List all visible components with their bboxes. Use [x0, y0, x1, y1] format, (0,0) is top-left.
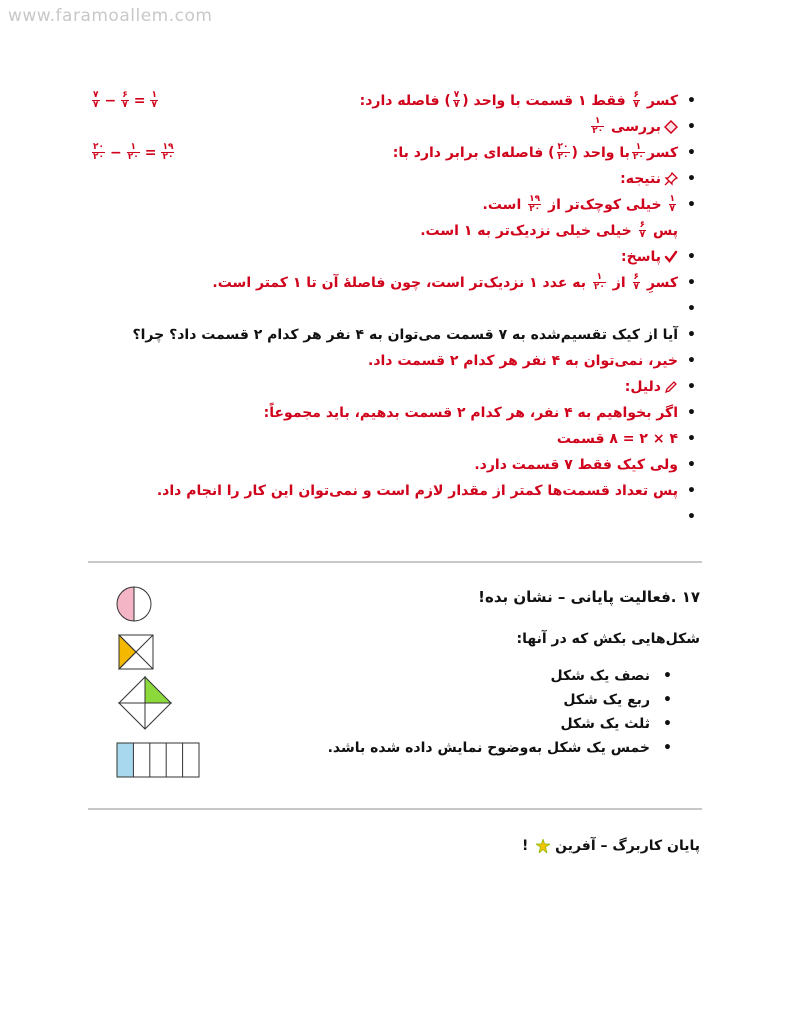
empty-bullet-1	[90, 296, 700, 322]
equation-1: $\frac{۷}{۷}$ − $\frac{۶}{۷}$ = $\frac{۱}{۷}$	[93, 89, 157, 110]
activity-title: ۱۷ .فعالیت پایانی – نشان بده!	[478, 588, 700, 606]
answer-text: • خیر، نمی‌توان به ۴ نفر هر کدام ۲ قسمت داد.	[90, 348, 700, 374]
half-circle-shape	[117, 587, 151, 621]
solution-line-2: • بررسی $\frac{۱}{۲۰}$	[90, 114, 700, 140]
solution-line-4: • نتیجه:	[90, 166, 700, 192]
reason-label: • دلیل:	[90, 374, 700, 400]
task-fifth: • خمس یک شکل به‌وضوح نمایش داده شده باشد.	[100, 736, 700, 760]
quarter-square-shape	[119, 635, 153, 669]
solution-line-1: • کسر $\frac{۶}{۷}$ فقط ۱ قسمت با واحد ( $\frac{۷}{۷}$ ) فاصله دارد: $\frac{۷}{۷}$ − $\frac{۶}{۷}$ = $\frac{۱}{۷}$	[90, 88, 700, 114]
divider-bottom	[88, 808, 702, 810]
reason-line-4: • پس تعداد قسمت‌ها کمتر از مقدار لازم است و نمی‌توان این کار را انجام داد.	[90, 478, 700, 504]
reason-line-3: • ولی کیک فقط ۷ قسمت دارد.	[90, 452, 700, 478]
pencil-icon	[664, 380, 678, 394]
pushpin-icon	[664, 172, 678, 186]
reason-line-2: • ۴ × ۲ = ۸ قسمت	[90, 426, 700, 452]
watermark: www.faramoallem.com	[8, 6, 213, 26]
solution-line-8: • کسرِ $\frac{۶}{۷}$ از $\frac{۱}{۲۰}$ به عدد ۱ نزدیک‌تر است، چون فاصلهٔ آن تا ۱ کمتر است.	[90, 270, 700, 296]
task-half: • نصف یک شکل	[100, 664, 700, 688]
footer-message: پایان کاربرگ – آفرین !	[521, 838, 700, 854]
reason-line-1: • اگر بخواهیم به ۴ نفر، هر کدام ۲ قسمت بدهیم، باید مجموعاً:	[90, 400, 700, 426]
fraction-shapes	[115, 585, 205, 785]
solution-line-5: • $\frac{۱}{۷}$ خیلی کوچک‌تر از $\frac{۱۹}{۲۰}$ است.	[90, 192, 700, 218]
solution-block	[90, 88, 700, 530]
divider-top	[88, 561, 702, 563]
activity-instruction: شکل‌هایی بکش که در آنها:	[516, 631, 700, 647]
third-diamond-shape	[119, 677, 171, 729]
solution-line-3: • کسر $\frac{۱}{۲۰}$ با واحد ( $\frac{۲۰}{۲۰}$ ) فاصله‌ای برابر دارد با: $\frac{۲۰}{۲۰}$ − $\frac{۱}{۲۰}$ = $\frac{۱۹}{۲۰}$	[90, 140, 700, 166]
question-text: • آیا از کیک تقسیم‌شده به ۷ قسمت می‌توان به ۴ نفر هر کدام ۲ قسمت داد؟ چرا؟	[90, 322, 700, 348]
task-third: • ثلث یک شکل	[100, 712, 700, 736]
sparkle-icon	[536, 839, 550, 853]
task-quarter: • ربع یک شکل	[100, 688, 700, 712]
checkmark-icon	[664, 250, 678, 264]
fifth-rectangle-shape	[117, 743, 199, 777]
empty-bullet-2	[90, 504, 700, 530]
solution-line-7: • پاسخ:	[90, 244, 700, 270]
diamond-icon	[664, 120, 678, 134]
equation-2: $\frac{۲۰}{۲۰}$ − $\frac{۱}{۲۰}$ = $\frac{۱۹}{۲۰}$	[93, 141, 174, 162]
solution-line-6: پس $\frac{۶}{۷}$ خیلی خیلی نزدیک‌تر به ۱ است.	[420, 219, 678, 240]
